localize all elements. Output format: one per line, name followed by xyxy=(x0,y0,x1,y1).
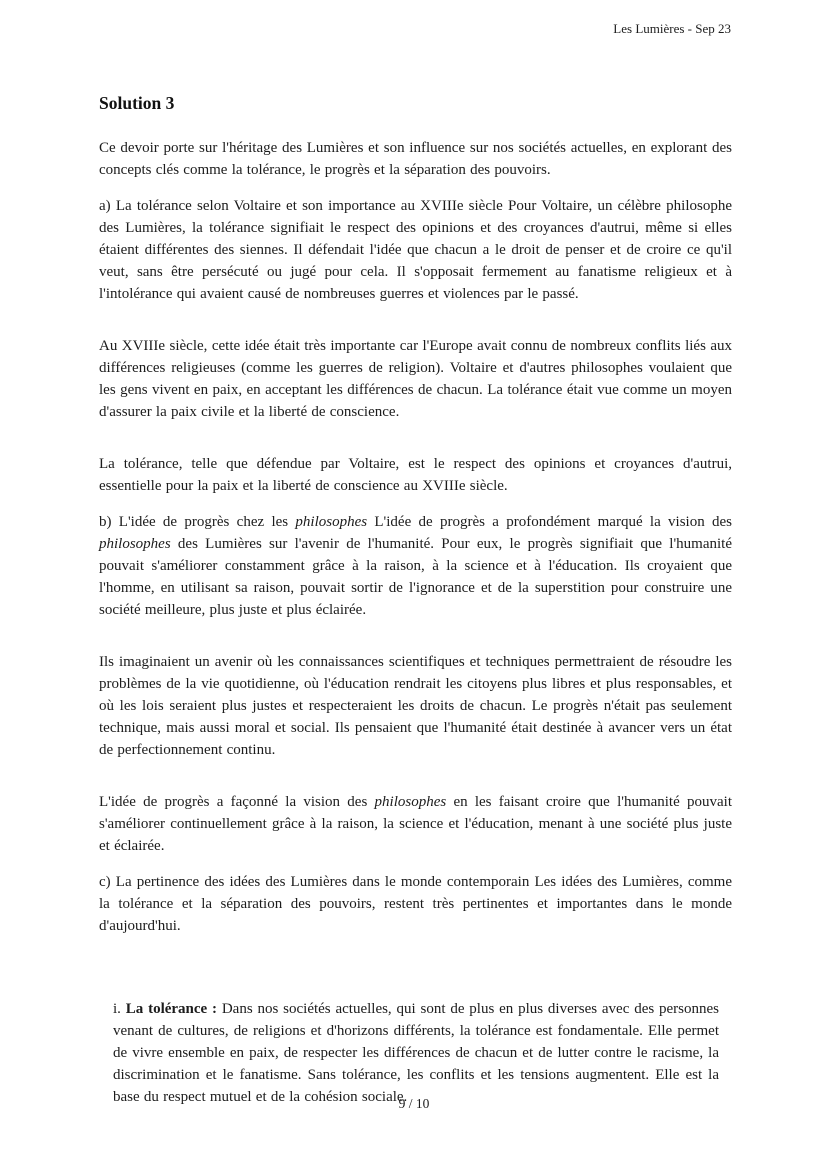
paragraph xyxy=(99,453,732,497)
text-run: i. xyxy=(113,1001,126,1017)
text-run: en les faisant croire que l'humanité pouvait s'améliorer continuellement grâce à la raison, la science et l'éducation, menant à une société plus juste et éclairée. xyxy=(99,794,732,854)
document-title: Solution 3 xyxy=(99,93,175,113)
text-run: Au XVIIIe siècle, cette idée était très importante car l'Europe avait connu de nombreux conflits liés aux différences religieuses (comme les guerres de religion). Voltaire et d'autres philosophes voulaient que les gens vivent en paix, en acceptant les différences de chacun. La tolérance était vue comme un moyen d'assurer la paix civile et la liberté de conscience. xyxy=(99,338,732,420)
paragraph xyxy=(99,511,732,621)
paragraph xyxy=(99,195,732,305)
page-number: 9 / 10 xyxy=(398,1096,430,1111)
italic-text-run: philosophes xyxy=(295,514,368,530)
text-run: L'idée de progrès a profondément marqué la vision des xyxy=(367,514,733,530)
paragraph xyxy=(99,791,732,857)
italic-text-run: philosophes xyxy=(374,794,447,810)
text-run: Ce devoir porte sur l'héritage des Lumières et son influence sur nos sociétés actuelles, en explorant des concepts clés comme la tolérance, le progrès et la séparation des pouvoirs. xyxy=(99,140,732,178)
text-run: La tolérance, telle que défendue par Voltaire, est le respect des opinions et croyances d'autrui, essentielle pour la paix et la liberté de conscience au XVIIIe siècle. xyxy=(99,456,732,494)
document-content xyxy=(99,93,732,1108)
text-run: a) La tolérance selon Voltaire et son importance au XVIIIe siècle Pour Voltaire, un célèbre philosophe des Lumières, la tolérance signifiait le respect des opinions et des croyances d'autrui, même si elles étaient différentes des siennes. Il défendait l'idée que chacun a le droit de penser et de croire ce qu'il veut, sans être persécuté ou jugé pour cela. Il s'opposait fermement au fanatisme religieux et à l'intolérance qui avaient causé de nombreuses guerres et violences par le passé. xyxy=(99,198,732,302)
paragraph xyxy=(99,871,732,937)
text-run: L'idée de progrès a façonné la vision des xyxy=(99,794,375,810)
page-header xyxy=(613,21,731,37)
text-run: des Lumières sur l'avenir de l'humanité. Pour eux, le progrès signifiait que l'humanité pouvait s'améliorer constamment grâce à la raison, à la science et à l'éducation. Ils croyaient que l'homme, en utilisant sa raison, pouvait sortir de l'ignorance et de la superstition pour construire une société meilleure, plus juste et plus éclairée. xyxy=(99,536,732,618)
paragraph xyxy=(113,998,719,1108)
bold-text-run: La tolérance : xyxy=(125,1001,218,1017)
paragraph xyxy=(99,651,732,761)
header-right-text: Les Lumières - Sep 23 xyxy=(613,21,731,36)
text-run: b) L'idée de progrès chez les xyxy=(99,514,296,530)
italic-text-run: philosophes xyxy=(99,536,171,552)
text-run: Ils imaginaient un avenir où les connaissances scientifiques et techniques permettraient de résoudre les problèmes de la vie quotidienne, où l'éducation rendrait les citoyens plus libres et plus responsables, et où les lois seraient plus justes et respecteraient les droits de chacun. Le progrès n'était pas seulement technique, mais aussi moral et social. Ils pensaient que l'humanité était destinée à avancer vers un état de perfectionnement continu. xyxy=(99,654,732,758)
text-run: c) La pertinence des idées des Lumières dans le monde contemporain Les idées des Lumières, comme la tolérance et la séparation des pouvoirs, restent très pertinentes et importantes dans le monde d'aujourd'hui. xyxy=(99,874,732,934)
page-footer xyxy=(0,1096,828,1112)
paragraph xyxy=(99,335,732,423)
paragraph xyxy=(99,137,732,181)
document-body xyxy=(99,137,732,1108)
text-run: Dans nos sociétés actuelles, qui sont de plus en plus diverses avec des personnes venant de cultures, de religions et d'horizons différents, la tolérance est fondamentale. Elle permet de vivre ensemble en paix, de respecter les différences de chacun et de lutter contre le racisme, la discrimination et le fanatisme. Sans tolérance, les conflits et les tensions augmentent. Elle est la base du respect mutuel et de la cohésion sociale. xyxy=(113,1001,719,1105)
